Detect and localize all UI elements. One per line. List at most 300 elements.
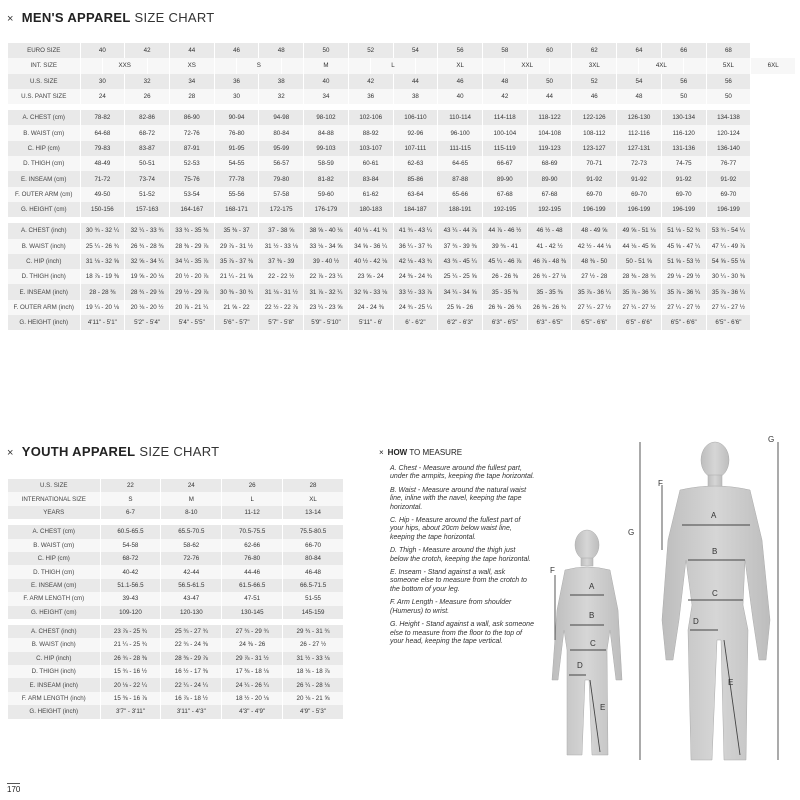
table-cell: 60	[527, 43, 572, 58]
table-cell: 22 ¾ - 24 ⅜	[161, 638, 222, 651]
table-cell: 35 ⅞ - 37 ⅜	[214, 254, 259, 269]
row-label: E. INSEAM (inch)	[8, 678, 100, 691]
table-cell: 34	[169, 74, 214, 89]
table-cell: 22 - 22 ½	[259, 269, 304, 284]
row-label: A. CHEST (cm)	[8, 110, 80, 125]
table-row	[8, 74, 796, 89]
table-cell: 90-94	[214, 110, 259, 125]
table-row	[8, 300, 796, 315]
table-cell: 131-136	[661, 141, 706, 156]
table-cell: 91-92	[617, 171, 662, 186]
table-cell: XXL	[505, 58, 550, 73]
row-label: A. CHEST (inch)	[8, 223, 80, 238]
row-label: B. WAIST (inch)	[8, 638, 100, 651]
table-cell: 122-126	[572, 110, 617, 125]
table-row	[8, 110, 796, 125]
table-cell: 66.5-71.5	[283, 579, 344, 592]
table-cell: 48	[259, 43, 304, 58]
table-cell: 43 ¾ - 45 ¼	[438, 254, 483, 269]
table-cell: 28 ¾ - 29 ⅛	[125, 284, 170, 299]
row-label: C. HIP (cm)	[8, 552, 100, 565]
row-label: A. CHEST (cm)	[8, 525, 100, 538]
table-cell: 42-44	[161, 565, 222, 578]
row-label: U.S. PANT SIZE	[8, 89, 80, 104]
table-cell: 55-56	[214, 187, 259, 202]
table-cell: 19 ¼ - 20 ⅛	[80, 300, 125, 315]
table-cell: 34 ¼ - 34 ⅝	[438, 284, 483, 299]
table-cell	[482, 58, 504, 73]
table-cell: 91-92	[572, 171, 617, 186]
table-cell: 38	[393, 89, 438, 104]
table-cell: M	[304, 58, 349, 73]
table-cell: 56.5-61.5	[161, 579, 222, 592]
row-label: E. INSEAM (cm)	[8, 579, 100, 592]
table-cell: 42 ½ - 44 ⅛	[572, 239, 617, 254]
table-cell: 56-57	[259, 156, 304, 171]
row-label: F. OUTER ARM (inch)	[8, 300, 80, 315]
table-cell: 5'11" - 6'	[348, 315, 393, 330]
youth-size-table	[8, 479, 344, 719]
table-cell: 31 ½ - 33 ⅛	[283, 652, 344, 665]
table-cell: 15 ¾ - 16 ½	[100, 665, 161, 678]
table-cell: 60-61	[348, 156, 393, 171]
table-cell: 75-76	[169, 171, 214, 186]
table-cell: 80-84	[259, 125, 304, 140]
table-cell: 67-68	[482, 187, 527, 202]
table-cell: 26 - 27 ½	[283, 638, 344, 651]
mens-title-bold: MEN'S APPAREL	[21, 10, 131, 25]
table-cell: 6-7	[100, 506, 161, 519]
row-label: F. ARM LENGTH (inch)	[8, 692, 100, 705]
table-cell: 26 ¾ - 28 ⅜	[100, 652, 161, 665]
table-cell: 54-55	[214, 156, 259, 171]
row-label: E. INSEAM (inch)	[8, 284, 80, 299]
table-cell: 20 ½ - 20 ⅞	[169, 269, 214, 284]
table-cell: 91-92	[706, 171, 751, 186]
table-cell: 150-156	[80, 202, 125, 217]
table-cell: 30 ⅜ - 30 ¾	[214, 284, 259, 299]
table-cell: 64-65	[438, 156, 483, 171]
table-cell: 192-195	[482, 202, 527, 217]
table-cell: 46	[572, 89, 617, 104]
table-cell: 69-70	[706, 187, 751, 202]
table-cell: XL	[438, 58, 483, 73]
row-label: C. HIP (inch)	[8, 652, 100, 665]
table-cell: 64	[617, 43, 662, 58]
how-title-bold: HOW	[387, 448, 408, 457]
table-cell: 66-67	[482, 156, 527, 171]
table-cell: 27 ¾ - 29 ¾	[222, 625, 283, 638]
table-cell: 134-138	[706, 110, 751, 125]
table-cell: 31 ½ - 33 ⅛	[259, 239, 304, 254]
table-cell: 100-104	[482, 125, 527, 140]
table-cell: 65-66	[438, 187, 483, 202]
table-cell: 66	[661, 43, 706, 58]
table-cell: 180-183	[348, 202, 393, 217]
table-cell: 63-64	[393, 187, 438, 202]
table-row	[8, 125, 796, 140]
table-cell: 192-195	[527, 202, 572, 217]
table-cell: 126-130	[617, 110, 662, 125]
table-cell: 6'5" - 6'6"	[572, 315, 617, 330]
table-row	[8, 187, 796, 202]
label-b-child: B	[589, 611, 595, 620]
table-cell: 82-86	[125, 110, 170, 125]
label-e-child: E	[600, 703, 606, 712]
table-cell: 54-58	[100, 539, 161, 552]
table-row	[8, 579, 344, 592]
table-cell: 73-74	[125, 171, 170, 186]
table-cell: 102-106	[348, 110, 393, 125]
table-cell: 136-140	[706, 141, 751, 156]
table-cell: 24 - 24 ⅜	[348, 300, 393, 315]
table-cell: 30	[80, 74, 125, 89]
table-cell: 60.5-65.5	[100, 525, 161, 538]
table-cell: 29 ⅞ - 31 ½	[222, 652, 283, 665]
table-cell: 70-71	[572, 156, 617, 171]
table-cell: 56	[706, 74, 751, 89]
table-cell: 26 ⅜ - 26 ¾	[482, 300, 527, 315]
row-label: G. HEIGHT (inch)	[8, 315, 80, 330]
table-row	[8, 652, 344, 665]
table-row	[8, 592, 344, 605]
table-cell: 196-199	[617, 202, 662, 217]
table-cell: 18 ⅛ - 18 ⅞	[283, 665, 344, 678]
table-cell: 71-72	[80, 171, 125, 186]
table-cell: 59-60	[304, 187, 349, 202]
table-cell: 28 ⅜ - 29 ⅞	[169, 239, 214, 254]
table-cell: 50	[304, 43, 349, 58]
table-cell: 35 ⅜ - 37	[214, 223, 259, 238]
table-cell: 98-102	[304, 110, 349, 125]
row-label: E. INSEAM (cm)	[8, 171, 80, 186]
table-cell: 6'5" - 6'6"	[661, 315, 706, 330]
table-cell: 24	[161, 479, 222, 492]
table-cell: 47 ¼ - 49 ⅞	[706, 239, 751, 254]
table-cell: 37 - 38 ⅝	[259, 223, 304, 238]
table-cell: 94-98	[259, 110, 304, 125]
table-cell: 89-90	[482, 171, 527, 186]
table-cell: 172-175	[259, 202, 304, 217]
row-label: D. THIGH (inch)	[8, 665, 100, 678]
table-cell: 51.1-56.5	[100, 579, 161, 592]
table-cell: 76-80	[222, 552, 283, 565]
label-c-adult: C	[712, 589, 718, 598]
table-cell: 81-82	[304, 171, 349, 186]
table-cell: 32 ⅝ - 34 ¼	[125, 254, 170, 269]
table-cell: S	[100, 492, 161, 505]
label-d-adult: D	[693, 617, 699, 626]
table-cell: 64-68	[80, 125, 125, 140]
table-cell: 114-118	[482, 110, 527, 125]
table-cell	[617, 58, 639, 73]
table-cell: 41 ¾ - 43 ¼	[393, 223, 438, 238]
table-cell: 6'3" - 6'5"	[482, 315, 527, 330]
table-row	[8, 678, 344, 691]
table-cell: L	[371, 58, 416, 73]
table-cell: 37 ¾ - 39 ⅜	[438, 239, 483, 254]
table-cell: 36 ¼ - 37 ¾	[393, 239, 438, 254]
table-cell: 44 ⅞ - 46 ½	[482, 223, 527, 238]
label-a-adult: A	[711, 511, 717, 520]
label-e-adult: E	[728, 678, 734, 687]
table-cell: 18 ⅞ - 19 ⅜	[80, 269, 125, 284]
table-cell: 6' - 6'2"	[393, 315, 438, 330]
table-cell: 40	[304, 74, 349, 89]
measurement-figures	[540, 430, 800, 770]
table-cell: 6'2" - 6'3"	[438, 315, 483, 330]
table-cell: 43 ¼ - 44 ⅞	[438, 223, 483, 238]
how-to-item: C. Hip - Measure around the fullest part of your hips, about 20cm below waist line, keeping the tape horizontal.	[390, 517, 521, 541]
table-cell: 32	[125, 74, 170, 89]
table-row	[8, 89, 796, 104]
table-cell: 75.5-80.5	[283, 525, 344, 538]
label-f-adult: F	[658, 479, 663, 488]
table-cell: 89-90	[527, 171, 572, 186]
table-cell: 69-70	[661, 187, 706, 202]
table-cell: 35 ⅞ - 36 ¼	[706, 284, 751, 299]
table-row	[8, 692, 344, 705]
table-cell: 196-199	[661, 202, 706, 217]
table-cell: 77-78	[214, 171, 259, 186]
table-cell: 17 ⅜ - 18 ⅛	[222, 665, 283, 678]
table-cell: 26 - 26 ⅜	[482, 269, 527, 284]
table-cell: 99-103	[304, 141, 349, 156]
row-label: D. THIGH (inch)	[8, 269, 80, 284]
table-cell: 5'9" - 5'10"	[304, 315, 349, 330]
table-cell: 32 ⅝ - 33 ⅛	[348, 284, 393, 299]
table-row	[8, 479, 344, 492]
table-cell: 188-191	[438, 202, 483, 217]
table-cell: 5'2" - 5'4"	[125, 315, 170, 330]
table-cell	[684, 58, 706, 73]
table-cell	[214, 58, 236, 73]
table-cell: 39 ⅜ - 41	[482, 239, 527, 254]
table-cell: 3XL	[572, 58, 617, 73]
table-cell: 44 ⅛ - 45 ⅝	[617, 239, 662, 254]
table-cell: 22	[100, 479, 161, 492]
row-label: C. HIP (inch)	[8, 254, 80, 269]
table-cell: 29 ¾ - 31 ¾	[283, 625, 344, 638]
table-cell: 61.5-66.5	[222, 579, 283, 592]
table-cell: 46	[438, 74, 483, 89]
table-cell: 50	[527, 74, 572, 89]
table-row	[8, 43, 796, 58]
table-row	[8, 254, 796, 269]
table-row	[8, 552, 344, 565]
table-cell: 28	[169, 89, 214, 104]
table-cell: 21 ¼ - 21 ⅝	[214, 269, 259, 284]
table-cell: 51-52	[125, 187, 170, 202]
table-row	[8, 269, 796, 284]
table-cell: 16 ½ - 17 ⅜	[161, 665, 222, 678]
table-cell: 38	[259, 74, 304, 89]
table-cell: 4XL	[639, 58, 684, 73]
table-cell: 23 ⅞ - 25 ¾	[100, 625, 161, 638]
table-cell: 58-59	[304, 156, 349, 171]
table-row	[8, 284, 796, 299]
table-cell: 26 ¾ - 27 ⅛	[527, 269, 572, 284]
table-cell: 45 ⅝ - 47 ¼	[661, 239, 706, 254]
table-cell: 50	[661, 89, 706, 104]
row-label: D. THIGH (cm)	[8, 565, 100, 578]
table-cell: 168-171	[214, 202, 259, 217]
table-cell: 3'7" - 3'11"	[100, 705, 161, 718]
table-cell: 26 ¼ - 28 ⅛	[283, 678, 344, 691]
table-cell: 11-12	[222, 506, 283, 519]
table-cell: 24 ¾ - 25 ¼	[393, 300, 438, 315]
table-cell: 13-14	[283, 506, 344, 519]
how-to-item: G. Height - Stand against a wall, ask someone else to measure from the floor to the top of your head, keeping the tape vertical.	[390, 621, 534, 645]
table-cell: 62-66	[222, 539, 283, 552]
table-cell: 36	[214, 74, 259, 89]
table-cell: 24 ⅜ - 24 ¾	[393, 269, 438, 284]
table-cell: 31 ⅞ - 32 ¼	[304, 284, 349, 299]
table-cell: 33 ½ - 33 ⅞	[393, 284, 438, 299]
table-cell: 40-42	[100, 565, 161, 578]
table-cell: 109-120	[100, 606, 161, 619]
table-cell: 26 ¾ - 28 ⅜	[125, 239, 170, 254]
table-cell: 27 ¼ - 27 ½	[572, 300, 617, 315]
table-cell: 120-130	[161, 606, 222, 619]
table-cell: 68-72	[125, 125, 170, 140]
table-cell: 25 ¾ - 27 ¾	[161, 625, 222, 638]
table-cell: 115-119	[482, 141, 527, 156]
table-row	[8, 606, 344, 619]
table-cell: 95-99	[259, 141, 304, 156]
table-cell: 116-120	[661, 125, 706, 140]
table-cell: 42 ⅛ - 43 ¾	[393, 254, 438, 269]
table-cell: 80-84	[283, 552, 344, 565]
table-cell: 48	[617, 89, 662, 104]
table-row	[8, 625, 344, 638]
table-cell: 68-69	[527, 156, 572, 171]
table-row	[8, 239, 796, 254]
table-cell: 91-92	[661, 171, 706, 186]
row-label: C. HIP (cm)	[8, 141, 80, 156]
table-cell: 44	[393, 74, 438, 89]
table-cell: 76-80	[214, 125, 259, 140]
table-cell: 25 ⅝ - 26	[438, 300, 483, 315]
table-cell: 45 ¼ - 46 ⅞	[482, 254, 527, 269]
table-cell: 130-145	[222, 606, 283, 619]
table-cell: 88-92	[348, 125, 393, 140]
table-cell: 50 - 51 ⅝	[617, 254, 662, 269]
table-cell: 24 ⅜ - 26	[222, 638, 283, 651]
table-cell: 96-100	[438, 125, 483, 140]
table-cell	[348, 58, 370, 73]
table-cell: 5'6" - 5'7"	[214, 315, 259, 330]
table-cell: 5'4" - 5'5"	[169, 315, 214, 330]
table-cell: 4'3" - 4'9"	[222, 705, 283, 718]
table-cell: 42	[348, 74, 393, 89]
table-cell: 27 ¼ - 27 ½	[617, 300, 662, 315]
table-cell: 68-72	[100, 552, 161, 565]
label-d-child: D	[577, 661, 583, 670]
table-cell: 28 ⅜ - 28 ¾	[617, 269, 662, 284]
table-cell: 37 ⅜ - 39	[259, 254, 304, 269]
table-cell: 39 - 40 ½	[304, 254, 349, 269]
table-row	[8, 492, 344, 505]
table-cell: 36	[348, 89, 393, 104]
table-cell: 111-115	[438, 141, 483, 156]
table-cell: 48-49	[80, 156, 125, 171]
table-cell: 49-50	[80, 187, 125, 202]
table-cell: 91-95	[214, 141, 259, 156]
table-cell: 110-114	[438, 110, 483, 125]
table-cell: 34 ¼ - 35 ⅞	[169, 254, 214, 269]
table-cell: 3'11" - 4'3"	[161, 705, 222, 718]
table-cell: 46	[214, 43, 259, 58]
how-to-item: D. Thigh - Measure around the thigh just below the crotch, keeping the tape horizontal.	[390, 547, 531, 563]
table-cell: 145-159	[283, 606, 344, 619]
row-label: F. OUTER ARM (cm)	[8, 187, 80, 202]
how-to-item: F. Arm Length - Measure from shoulder (Humerus) to wrist.	[390, 599, 512, 615]
table-row	[8, 506, 344, 519]
table-cell: 83-87	[125, 141, 170, 156]
table-cell: 74-75	[661, 156, 706, 171]
table-cell: 104-108	[527, 125, 572, 140]
table-cell: 164-167	[169, 202, 214, 217]
close-icon: ×	[7, 447, 14, 459]
table-cell: 23 ⅝ - 24	[348, 269, 393, 284]
table-cell: 44	[527, 89, 572, 104]
row-label: B. WAIST (cm)	[8, 125, 80, 140]
table-cell: 28	[283, 479, 344, 492]
close-icon: ×	[379, 448, 384, 457]
row-label: INTERNATIONAL SIZE	[8, 492, 100, 505]
table-cell: 103-107	[348, 141, 393, 156]
table-cell: 106-110	[393, 110, 438, 125]
table-cell: 31 ⅛ - 31 ½	[259, 284, 304, 299]
table-cell: XXS	[102, 58, 147, 73]
table-cell: 43-47	[161, 592, 222, 605]
how-to-heading	[379, 448, 462, 457]
table-cell: 40 ⅛ - 41 ¾	[348, 223, 393, 238]
table-cell: 6'5" - 6'6"	[617, 315, 662, 330]
table-row	[8, 141, 796, 156]
table-cell: 107-111	[393, 141, 438, 156]
table-cell: 41 - 42 ½	[527, 239, 572, 254]
table-cell: 86-90	[169, 110, 214, 125]
table-cell: 61-62	[348, 187, 393, 202]
table-cell: 49 ⅝ - 51 ⅛	[617, 223, 662, 238]
table-cell: 108-112	[572, 125, 617, 140]
table-cell: 67-68	[527, 187, 572, 202]
table-cell: 40 ½ - 42 ⅛	[348, 254, 393, 269]
table-cell: 27 ¼ - 27 ½	[661, 300, 706, 315]
table-cell: 8-10	[161, 506, 222, 519]
row-label: B. WAIST (inch)	[8, 239, 80, 254]
table-cell: 58	[482, 43, 527, 58]
table-cell: 28 ⅜ - 29 ⅞	[161, 652, 222, 665]
table-cell: 22 ⅞ - 23 ¼	[304, 269, 349, 284]
row-label: EURO SIZE	[8, 43, 80, 58]
child-figure	[552, 530, 622, 755]
table-row	[8, 202, 796, 217]
table-cell: 34	[304, 89, 349, 104]
table-cell: 35 ⅞ - 36 ¼	[617, 284, 662, 299]
table-cell: 52	[572, 74, 617, 89]
label-a-child: A	[589, 582, 595, 591]
youth-title-bold: YOUTH APPAREL	[21, 444, 136, 459]
table-cell: 54	[617, 74, 662, 89]
table-cell: 51 ⅛ - 52 ¾	[661, 223, 706, 238]
table-cell: 19 ⅝ - 20 ⅛	[125, 269, 170, 284]
table-cell: 29 ⅞ - 31 ½	[214, 239, 259, 254]
table-row	[8, 156, 796, 171]
table-cell: S	[237, 58, 282, 73]
